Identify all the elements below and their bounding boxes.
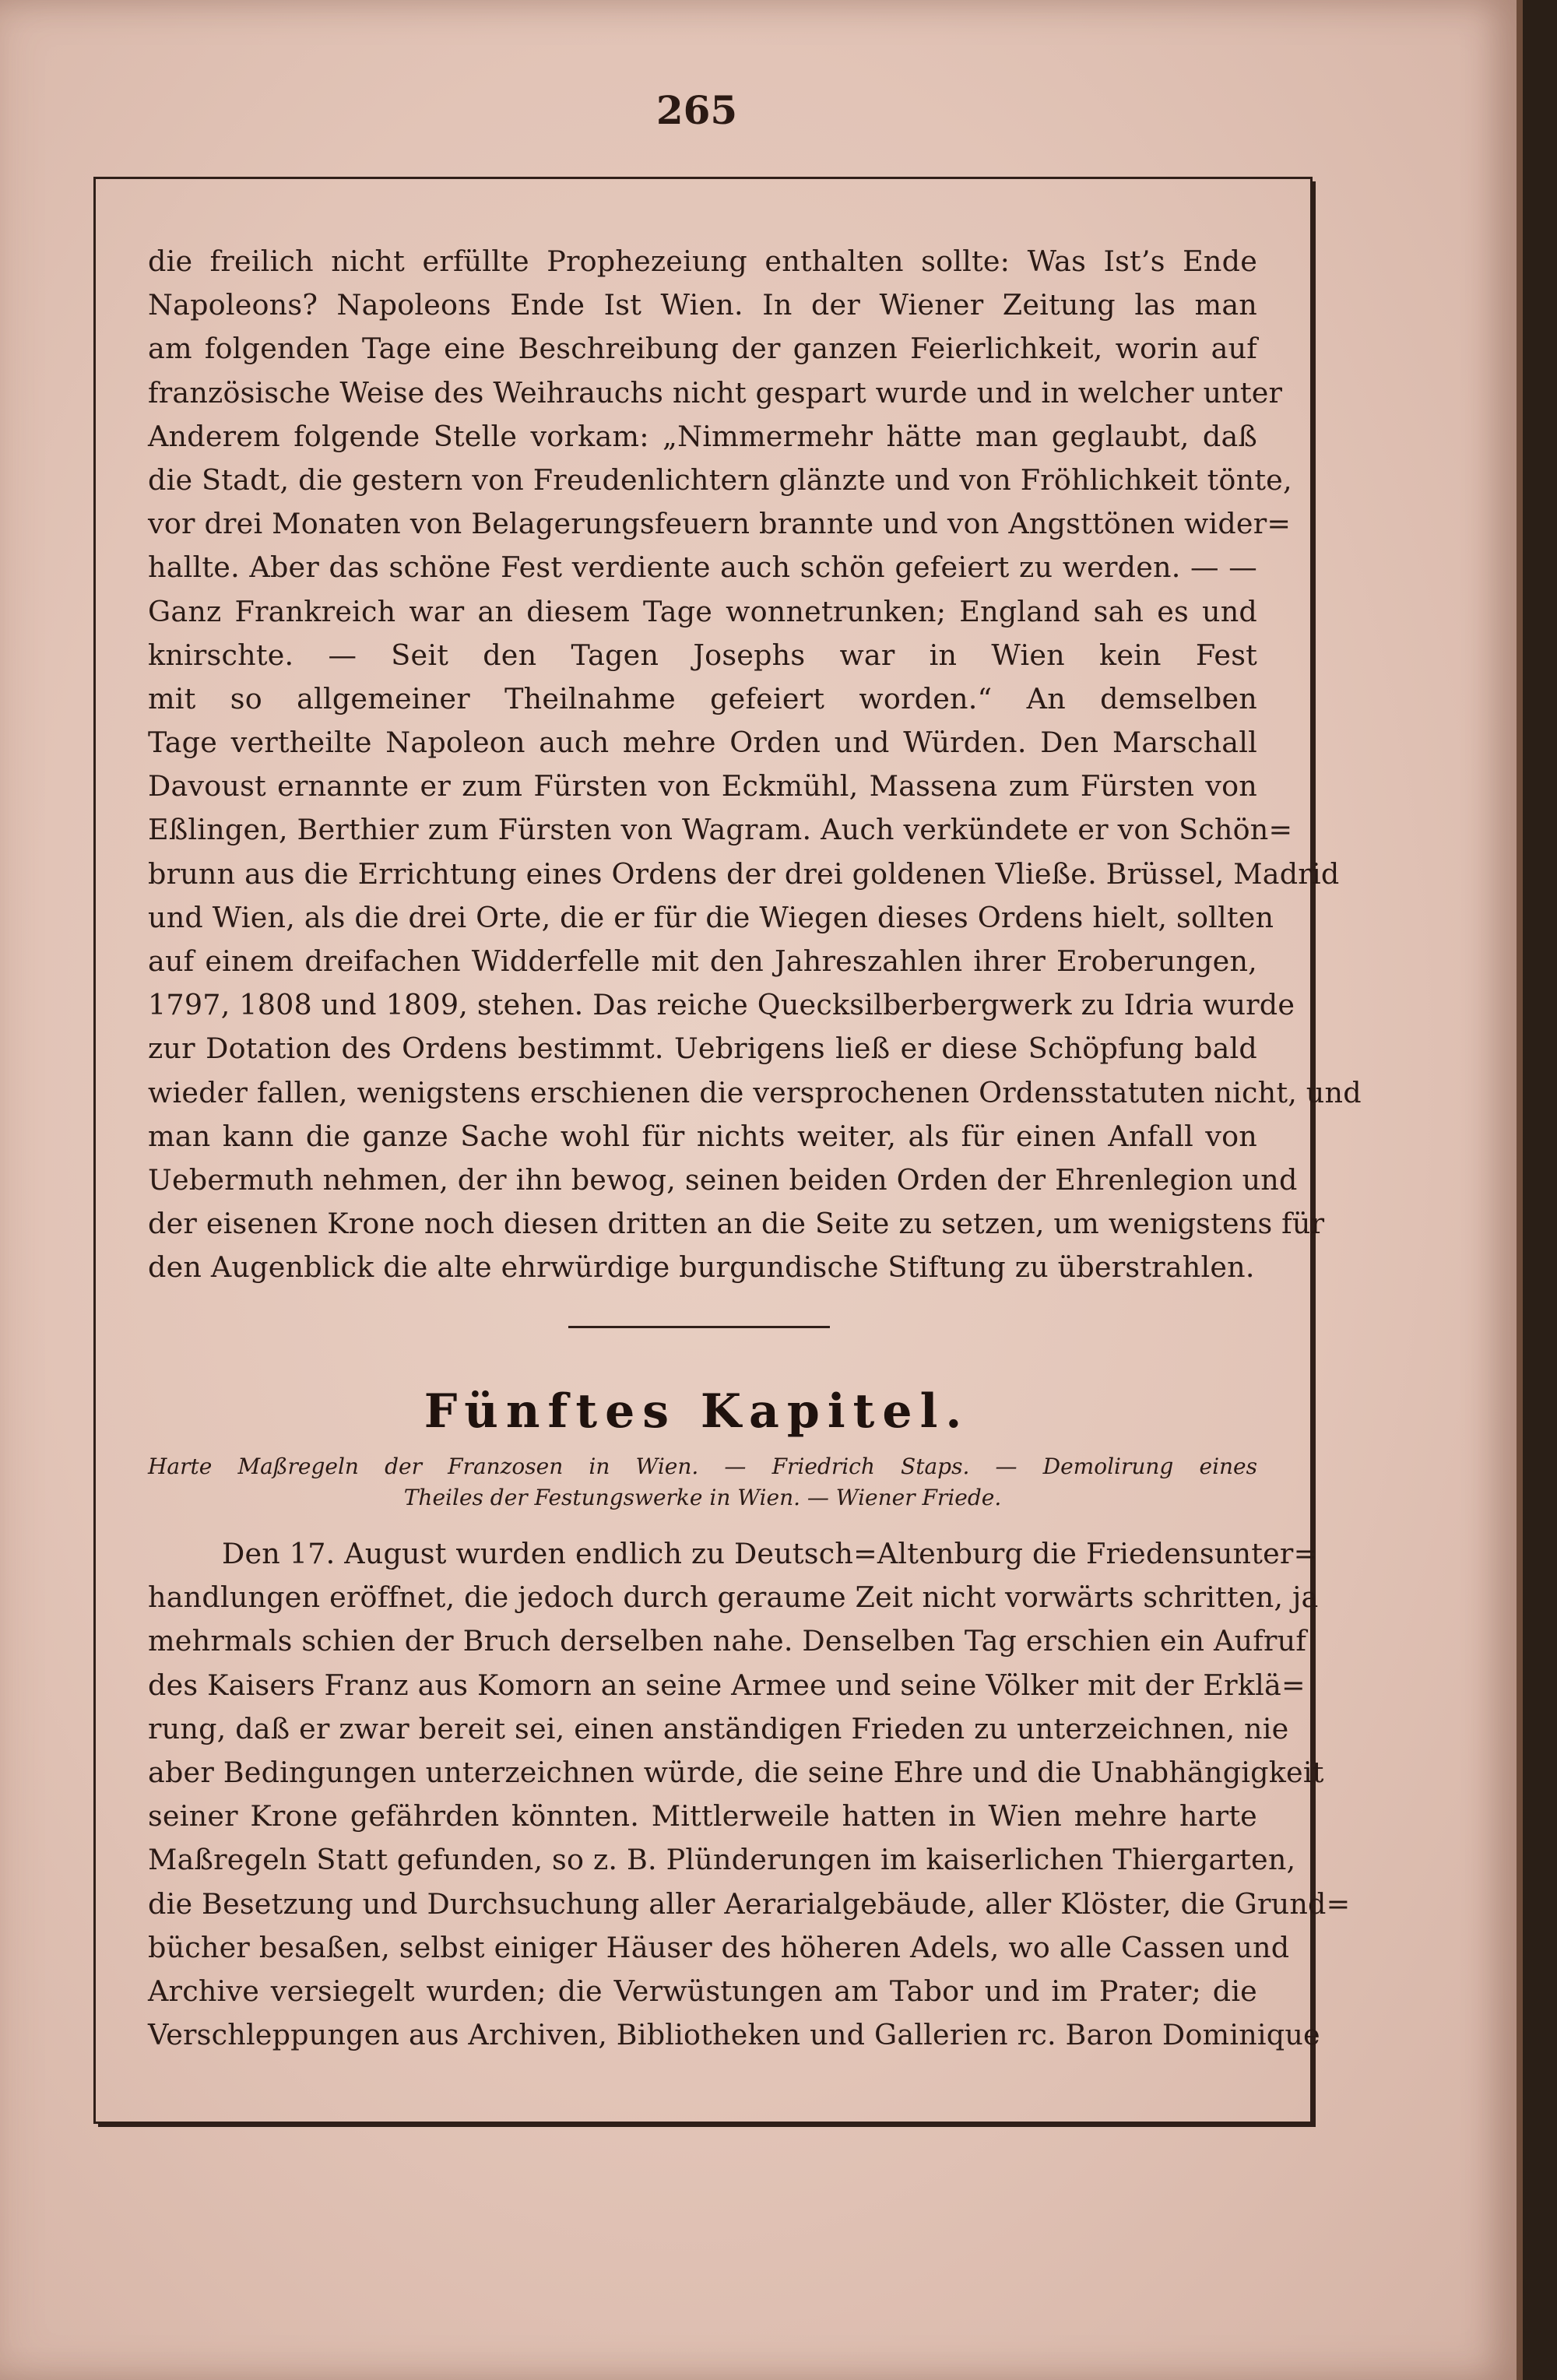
chapter-summary-line: Theiles der Festungswerke in Wien. — Wiener Friede.	[403, 1485, 1002, 1510]
text-line: Uebermuth nehmen, der ihn bewog, seinen beiden Orden der Ehrenlegion und	[148, 1162, 1298, 1197]
text-line: vor drei Monaten von Belagerungsfeuern brannte und von Angsttönen wider=	[148, 507, 1292, 541]
paragraph-2	[148, 1532, 1351, 2057]
chapter-title: Fünftes Kapitel.	[424, 1384, 970, 1439]
text-line: knirschte. — Seit den Tagen Josephs war in Wien kein Fest	[148, 638, 1257, 672]
text-line: den Augenblick die alte ehrwürdige burgundische Stiftung zu überstrahlen.	[148, 1250, 1255, 1285]
text-line: brunn aus die Errichtung eines Ordens der drei goldenen Vließe. Brüssel, Madrid	[148, 856, 1340, 891]
text-line: aber Bedingungen unterzeichnen würde, die seine Ehre und die Unabhängigkeit	[148, 1755, 1324, 1789]
chapter-summary	[148, 1451, 1257, 1513]
text-line: Eßlingen, Berthier zum Fürsten von Wagram. Auch verkündete er von Schön=	[148, 813, 1293, 847]
text-line: rung, daß er zwar bereit sei, einen anständigen Frieden zu unterzeichnen, nie	[148, 1711, 1289, 1745]
text-line: Davoust ernannte er zum Fürsten von Eckmühl, Massena zum Fürsten von	[148, 769, 1257, 803]
text-line: Archive versiegelt wurden; die Verwüstungen am Tabor und im Prater; die	[148, 1974, 1257, 2008]
text-line: am folgenden Tage eine Beschreibung der ganzen Feierlichkeit, worin auf	[148, 332, 1257, 366]
text-line: man kann die ganze Sache wohl für nichts weiter, als für einen Anfall von	[148, 1119, 1257, 1153]
text-line: und Wien, als die drei Orte, die er für die Wiegen dieses Ordens hielt, sollten	[148, 900, 1274, 934]
text-line: französische Weise des Weihrauchs nicht gespart wurde und in welcher unter	[148, 375, 1283, 410]
text-line: mit so allgemeiner Theilnahme gefeiert worden.“ An demselben	[148, 681, 1257, 715]
text-line: Anderem folgende Stelle vorkam: „Nimmermehr hätte man geglaubt, daß	[148, 419, 1257, 453]
text-line: der eisenen Krone noch diesen dritten an die Seite zu setzen, um wenigstens für	[148, 1207, 1325, 1241]
text-line: seiner Krone gefährden könnten. Mittlerweile hatten in Wien mehre harte	[148, 1799, 1257, 1833]
text-line: hallte. Aber das schöne Fest verdiente auch schön gefeiert zu werden. — —	[148, 550, 1257, 585]
chapter-summary-line: Harte Maßregeln der Franzosen in Wien. — Friedrich Staps. — Demolirung eines	[148, 1454, 1257, 1479]
text-line: Den 17. August wurden endlich zu Deutsch=Altenburg die Friedensunter=	[222, 1537, 1318, 1570]
text-line: Napoleons? Napoleons Ende Ist Wien. In der Wiener Zeitung las man	[148, 288, 1257, 322]
text-line: Maßregeln Statt gefunden, so z. B. Plünderungen im kaiserlichen Thiergarten,	[148, 1843, 1296, 1877]
text-line: auf einem dreifachen Widderfelle mit den Jahreszahlen ihrer Eroberungen,	[148, 944, 1257, 978]
page-edge	[1517, 0, 1523, 2380]
text-line: Verschleppungen aus Archiven, Bibliotheken und Gallerien rc. Baron Dominique	[148, 2018, 1320, 2052]
text-line: 1797, 1808 und 1809, stehen. Das reiche Quecksilberbergwerk zu Idria wurde	[148, 988, 1295, 1022]
text-line: die Stadt, die gestern von Freudenlichtern glänzte und von Fröhlichkeit tönte,	[148, 462, 1292, 497]
page-number: 265	[655, 87, 738, 133]
text-line: mehrmals schien der Bruch derselben nahe. Denselben Tag erschien ein Aufruf	[148, 1624, 1307, 1658]
section-divider	[568, 1326, 830, 1328]
text-line: bücher besaßen, selbst einiger Häuser des höheren Adels, wo alle Cassen und	[148, 1930, 1290, 1964]
text-line: die Besetzung und Durchsuchung aller Aerarialgebäude, aller Klöster, die Grund=	[148, 1886, 1351, 1921]
text-line: die freilich nicht erfüllte Prophezeiung enthalten sollte: Was Ist’s Ende	[148, 244, 1257, 278]
paragraph-1	[148, 240, 1362, 1290]
text-line: Ganz Frankreich war an diesem Tage wonnetrunken; England sah es und	[148, 594, 1257, 628]
text-line: zur Dotation des Ordens bestimmt. Uebrigens ließ er diese Schöpfung bald	[148, 1032, 1257, 1066]
text-line: Tage vertheilte Napoleon auch mehre Orden und Würden. Den Marschall	[148, 726, 1257, 760]
text-line: wieder fallen, wenigstens erschienen die versprochenen Ordensstatuten nicht, und	[148, 1075, 1362, 1109]
text-line: handlungen eröffnet, die jedoch durch geraume Zeit nicht vorwärts schritten, ja	[148, 1580, 1319, 1615]
text-line: des Kaisers Franz aus Komorn an seine Armee und seine Völker mit der Erklä=	[148, 1668, 1306, 1702]
